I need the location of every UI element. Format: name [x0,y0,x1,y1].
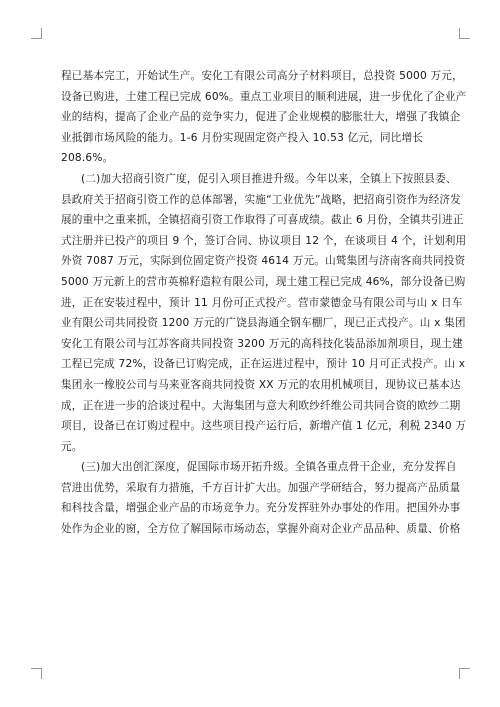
text-line: 程已基本完工，开始试生产。安化工有限公司高分子材料项目，总投资 5000 万元， [61,70,463,82]
text-line: 和科技含量，增强企业产品的市场竞争力。充分发挥驻外办事处的作用。把国外办事 [61,502,461,515]
text-line: (三)加大出创汇深度，促国际市场开拓升级。全镇各重点骨干企业，充分发挥自 [81,461,457,474]
text-line: 成，正在进一步的洽谈过程中。大海集团与意大利欧纱纤维公司共同合资的欧纱二期 [61,399,461,412]
text-line: 展的重中之重来抓，全镇招商引资工作取得了可喜成绩。截止 6 月份，全镇共引进正 [61,214,464,227]
text-line: 208.6%。 [61,152,114,165]
text-line: 5000 万元新上的营市英棉籽造粒有限公司，现土建工程已完成 46%，部分设备已购 [61,275,466,288]
text-line: 营进出优势，采取有力措施，千方百计扩大出。加强产学研结合，努力提高产品质量 [61,481,461,494]
crop-mark-top-right [459,28,470,39]
text-line: 工程已完成 72%，设备已订购完成，正在运进过程中，预计 10 月可正式投产。山 x [61,358,466,371]
text-line: 外资 7087 万元，实际到位固定资产投资 4614 万元。山鹫集团与济南客商共同投资 [61,255,466,268]
text-line: (二)加大招商引资广度，促引入项目推进升级。今年以来，全镇上下按照县委、 [81,172,457,185]
text-line: 业的结构，提高了企业产品的竞争实力，促进了企业规模的膨胀壮大，增强了我镇企 [61,111,461,124]
text-line: 安化工有限公司与江苏客商共同投资 3200 万元的高科技化装品添加剂项目，现土建 [61,337,463,350]
document-body [61,66,467,540]
text-line: 县政府关于招商引资工作的总体部署，实施“工业优先”战略，把招商引资作为经济发 [61,193,461,206]
text-line: 设备已购进，土建工程已完成 60%。重点工业项目的顺利进展，进一步优化了企业产 [61,90,467,103]
text-line: 项目，设备已在订购过程中。这些项目投产运行后，新增产值 1 亿元，利税 2340 万 [61,420,467,433]
text-line: 业抵御市场风险的能力。1-6 月份实现固定资产投入 10.53 亿元，同比增长 [61,131,424,144]
text-line: 处作为企业的窗，全方位了解国际市场动态，掌握外商对企业产品品种、质量、价格 [61,523,461,536]
text-line: 集团永一橡胶公司与马来亚客商共同投资 XX 万元的农用机械项目，现协议已基本达 [61,378,461,391]
text-line: 进，正在安装过程中，预计 11 月份可正式投产。营市蒙德金马有限公司与山 x 日车 [61,296,463,309]
text-line: 元。 [61,440,83,453]
crop-mark-bottom-left [31,668,42,679]
text-line: 业有限公司共同投资 1200 万元的广饶县海通全钢车棚厂，现已正式投产。山 x 集团 [61,317,466,330]
crop-mark-top-left [31,28,42,39]
text-line: 式注册并已投产的项目 9 个，签订合同、协议项目 12 个，在谈项目 4 个，计划利用 [61,234,467,247]
crop-mark-bottom-right [459,668,470,679]
